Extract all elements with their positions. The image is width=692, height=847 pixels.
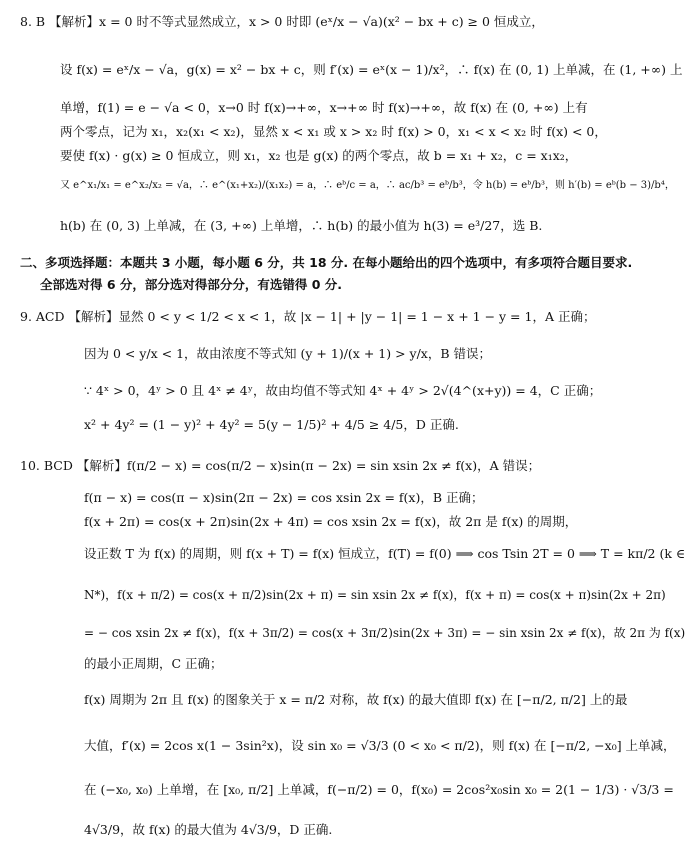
q10-line-4: 设正数 T 为 f(x) 的周期，则 f(x + T) = f(x) 恒成立，f(T) = f(0) ⟹ cos Tsin 2T = 0 ⟹ T = kπ/2 (k ∈ <box>84 546 686 561</box>
q10-line-9: 大值，f′(x) = 2cos x(1 − 3sin²x)，设 sin x₀ = √3/3 (0 < x₀ < π/2)，则 f(x) 在 [−π/2, −x₀] 上单减， <box>84 738 676 753</box>
q9-line-1: 9. ACD 【解析】显然 0 < y < 1/2 < x < 1，故 |x − 1| + |y − 1| = 1 − x + 1 − y = 1，A 正确； <box>20 309 596 324</box>
q8-line-6: 又 e^x₁/x₁ = e^x₂/x₂ = √a，∴ e^(x₁+x₂)/(x₁x₂) = a，∴ eᵇ/c = a，∴ ac/b³ = eᵇ/b³，令 h(b) = eᵇ/b³，则 h′(b) = eᵇ(b − 3)/b⁴， <box>60 180 675 191</box>
q9-line-2: 因为 0 < y/x < 1，故由浓度不等式知 (y + 1)/(x + 1) > y/x，B 错误； <box>84 346 491 361</box>
q10-line-5: N*)，f(x + π/2) = cos(x + π/2)sin(2x + π) = sin xsin 2x ≠ f(x)，f(x + π) = cos(x + π)sin(2x + 2π) <box>84 588 666 602</box>
q8-line-1: 8. B 【解析】x = 0 时不等式显然成立，x > 0 时即 (eˣ/x − √a)(x² − bx + c) ≥ 0 恒成立， <box>20 14 544 29</box>
section-instructions: 全部选对得 6 分，部分选对得部分分，有选错得 0 分. <box>40 277 343 292</box>
q10-line-1: 10. BCD 【解析】f(π/2 − x) = cos(π/2 − x)sin(π − 2x) = sin xsin 2x ≠ f(x)，A 错误； <box>20 458 541 473</box>
q10-line-11: 4√3/9，故 f(x) 的最大值为 4√3/9，D 正确. <box>84 822 333 837</box>
q9-line-3: ∵ 4ˣ > 0，4ʸ > 0 且 4ˣ ≠ 4ʸ，故由均值不等式知 4ˣ + 4ʸ > 2√(4^(x+y)) = 4，C 正确； <box>84 383 602 398</box>
q10-line-2: f(π − x) = cos(π − x)sin(2π − 2x) = cos xsin 2x = f(x)，B 正确； <box>84 490 484 505</box>
q9-line-4: x² + 4y² = (1 − y)² + 4y² = 5(y − 1/5)² + 4/5 ≥ 4/5，D 正确. <box>84 417 459 432</box>
q8-line-2: 设 f(x) = eˣ/x − √a，g(x) = x² − bx + c，则 f′(x) = eˣ(x − 1)/x²，∴ f(x) 在 (0, 1) 上单减，在 (1, +∞) 上 <box>60 62 683 77</box>
q8-line-7: h(b) 在 (0, 3) 上单减，在 (3, +∞) 上单增，∴ h(b) 的最小值为 h(3) = e³/27，选 B. <box>60 218 543 233</box>
q8-line-3: 单增，f(1) = e − √a < 0，x→0 时 f(x)→+∞，x→+∞ 时 f(x)→+∞，故 f(x) 在 (0, +∞) 上有 <box>60 100 588 115</box>
section-heading: 二、多项选择题：本题共 3 小题，每小题 6 分，共 18 分. 在每小题给出的四个选项中，有多项符合题目要求. <box>20 255 633 270</box>
q8-line-5: 要使 f(x) · g(x) ≥ 0 恒成立，则 x₁，x₂ 也是 g(x) 的两个零点，故 b = x₁ + x₂，c = x₁x₂， <box>60 148 578 163</box>
q10-line-6: = − cos xsin 2x ≠ f(x)，f(x + 3π/2) = cos(x + 3π/2)sin(2x + 3π) = − sin xsin 2x ≠ f(x)，故 2π 为 f(x) <box>84 626 686 640</box>
q10-line-7: 的最小正周期，C 正确； <box>84 656 223 671</box>
q10-line-8: f(x) 周期为 2π 且 f(x) 的图象关于 x = π/2 对称，故 f(x) 的最大值即 f(x) 在 [−π/2, π/2] 上的最 <box>84 692 628 707</box>
q10-line-10: 在 (−x₀, x₀) 上单增，在 [x₀, π/2] 上单减，f(−π/2) = 0，f(x₀) = 2cos²x₀sin x₀ = 2(1 − 1/3) · √3/3 = <box>84 782 674 797</box>
q10-line-3: f(x + 2π) = cos(x + 2π)sin(2x + 4π) = cos xsin 2x = f(x)，故 2π 是 f(x) 的周期， <box>84 514 578 529</box>
q8-line-4: 两个零点，记为 x₁，x₂(x₁ < x₂)，显然 x < x₁ 或 x > x₂ 时 f(x) > 0，x₁ < x < x₂ 时 f(x) < 0， <box>60 124 607 139</box>
